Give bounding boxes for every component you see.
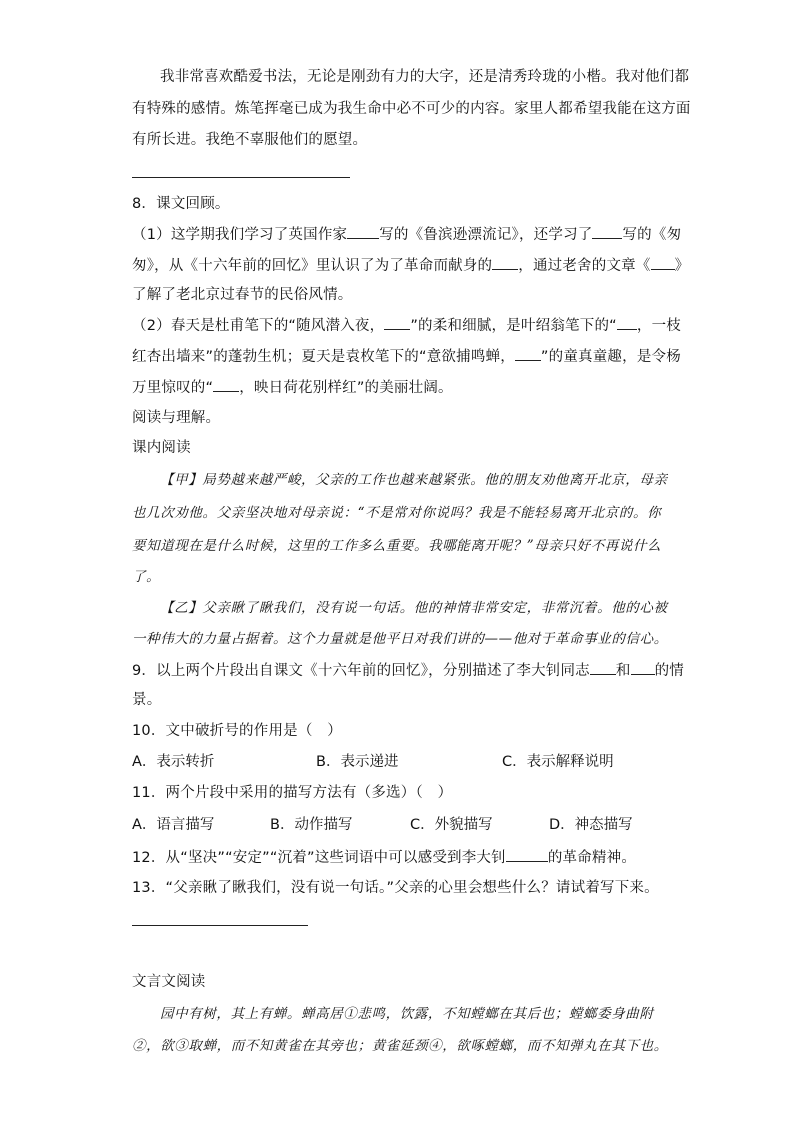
excerpt-yi-line-2: 一种伟大的力量占据着。这个力量就是他平日对我们讲的——他对于革命事业的信心。 <box>132 631 668 647</box>
section-heading-in-class: 课内阅读 <box>132 440 191 456</box>
question-8-part2-line2 <box>132 346 681 367</box>
answer-line-2[interactable] <box>132 925 308 926</box>
question-8-part1-line2 <box>132 255 689 276</box>
text: 匆》，从《十六年前的回忆》里认识了为了革命而献身的 <box>132 258 493 274</box>
passage-line-3: 有所长进。我绝不辜服他们的愿望。 <box>132 132 368 148</box>
text: 和 <box>615 663 631 679</box>
text: ，一枝 <box>636 318 681 334</box>
text: ”的柔和细腻，是叶绍翁笔下的“ <box>410 318 617 334</box>
question-9-line-2: 景。 <box>132 692 162 708</box>
question-13: 13．“父亲瞅了瞅我们，没有说一句话。”父亲的心里会想些什么？请试着写下来。 <box>132 880 659 896</box>
fill-blank[interactable] <box>515 346 541 361</box>
fill-blank[interactable] <box>384 315 410 330</box>
text: ，映日荷花别样红”的美丽壮阔。 <box>239 380 453 396</box>
q11-option-a[interactable]: A．语言描写 <box>132 817 215 833</box>
text: 的革命精神。 <box>547 850 637 866</box>
classical-line-1: 园中有树，其上有蝉。蝉高居①悲鸣，饮露，不知螳螂在其后也；螳螂委身曲附 <box>160 1006 654 1022</box>
fill-blank[interactable] <box>631 660 655 675</box>
fill-blank[interactable] <box>590 660 616 675</box>
text: ，通过老舍的文章《 <box>518 258 651 274</box>
text: 的情 <box>654 663 684 679</box>
text: 写的《匆 <box>622 227 682 243</box>
text: （2）春天是杜甫笔下的“随风潜入夜， <box>132 318 385 334</box>
text: 12．从“坚决”“安定”“沉着”这些词语中可以感受到李大钊 <box>132 850 506 866</box>
question-8-title: 8．课文回顾。 <box>132 196 230 212</box>
question-11-stem: 11．两个片段中采用的描写方法有（多选）（ ） <box>132 785 453 801</box>
question-9-line-1 <box>132 660 684 681</box>
fill-blank[interactable] <box>651 255 675 270</box>
q11-option-c[interactable]: C．外貌描写 <box>410 817 493 833</box>
section-heading-reading: 阅读与理解。 <box>132 410 221 426</box>
question-12 <box>132 847 636 868</box>
excerpt-jia-line-4: 了。 <box>132 569 161 585</box>
question-8-part2-line3 <box>132 377 453 398</box>
fill-blank[interactable] <box>213 377 239 392</box>
excerpt-jia-line-2: 也几次劝他。父亲坚决地对母亲说：“不是常对你说吗？我是不能轻易离开北京的。你 <box>132 505 662 521</box>
text: 》 <box>674 258 690 274</box>
q10-option-c[interactable]: C．表示解释说明 <box>502 754 614 770</box>
q11-option-d[interactable]: D．神态描写 <box>549 817 633 833</box>
excerpt-jia-line-1: 【甲】局势越来越严峻，父亲的工作也越来越紧张。他的朋友劝他离开北京，母亲 <box>160 472 668 488</box>
classical-line-2: ②，欲③取蝉，而不知黄雀在其旁也；黄雀延颈④，欲啄螳螂，而不知弹丸在其下也。 <box>132 1038 668 1054</box>
fill-blank[interactable] <box>492 255 518 270</box>
text: 红杏出墙来”的蓬勃生机；夏天是袁枚笔下的“意欲捕鸣蝉， <box>132 349 515 365</box>
q10-option-a[interactable]: A．表示转折 <box>132 754 215 770</box>
fill-blank[interactable] <box>506 847 548 862</box>
fill-blank[interactable] <box>347 224 379 239</box>
question-8-part1-line3: 了解了老北京过春节的民俗风情。 <box>132 287 353 303</box>
fill-blank[interactable] <box>617 315 637 330</box>
text: （1）这学期我们学习了英国作家 <box>132 227 348 243</box>
text: ”的童真童趣，是令杨 <box>540 349 681 365</box>
q11-option-b[interactable]: B．动作描写 <box>270 817 353 833</box>
excerpt-yi-line-1: 【乙】父亲瞅了瞅我们，没有说一句话。他的神情非常安定，非常沉着。他的心被 <box>160 600 668 616</box>
text: 写的《鲁滨逊漂流记》，还学习了 <box>379 227 593 243</box>
passage-line-2: 有特殊的感情。炼笔挥毫已成为我生命中必不可少的内容。家里人都希望我能在这方面 <box>132 101 691 117</box>
question-8-part2-line1 <box>132 315 681 336</box>
question-10-stem: 10．文中破折号的作用是（ ） <box>132 723 342 739</box>
section-heading-classical: 文言文阅读 <box>132 974 206 990</box>
passage-line-1: 我非常喜欢酷爱书法，无论是刚劲有力的大字，还是清秀玲珑的小楷。我对他们都 <box>160 69 690 85</box>
text: 9．以上两个片段出自课文《十六年前的回忆》，分别描述了李大钊同志 <box>132 663 590 679</box>
fill-blank[interactable] <box>592 224 622 239</box>
text: 万里惊叹的“ <box>132 380 214 396</box>
q10-option-b[interactable]: B．表示递进 <box>316 754 399 770</box>
question-8-part1-line1 <box>132 224 681 245</box>
answer-line-1[interactable] <box>132 177 350 178</box>
excerpt-jia-line-3: 要知道现在是什么时候，这里的工作多么重要。我哪能离开呢？”母亲只好不再说什么 <box>132 538 662 554</box>
